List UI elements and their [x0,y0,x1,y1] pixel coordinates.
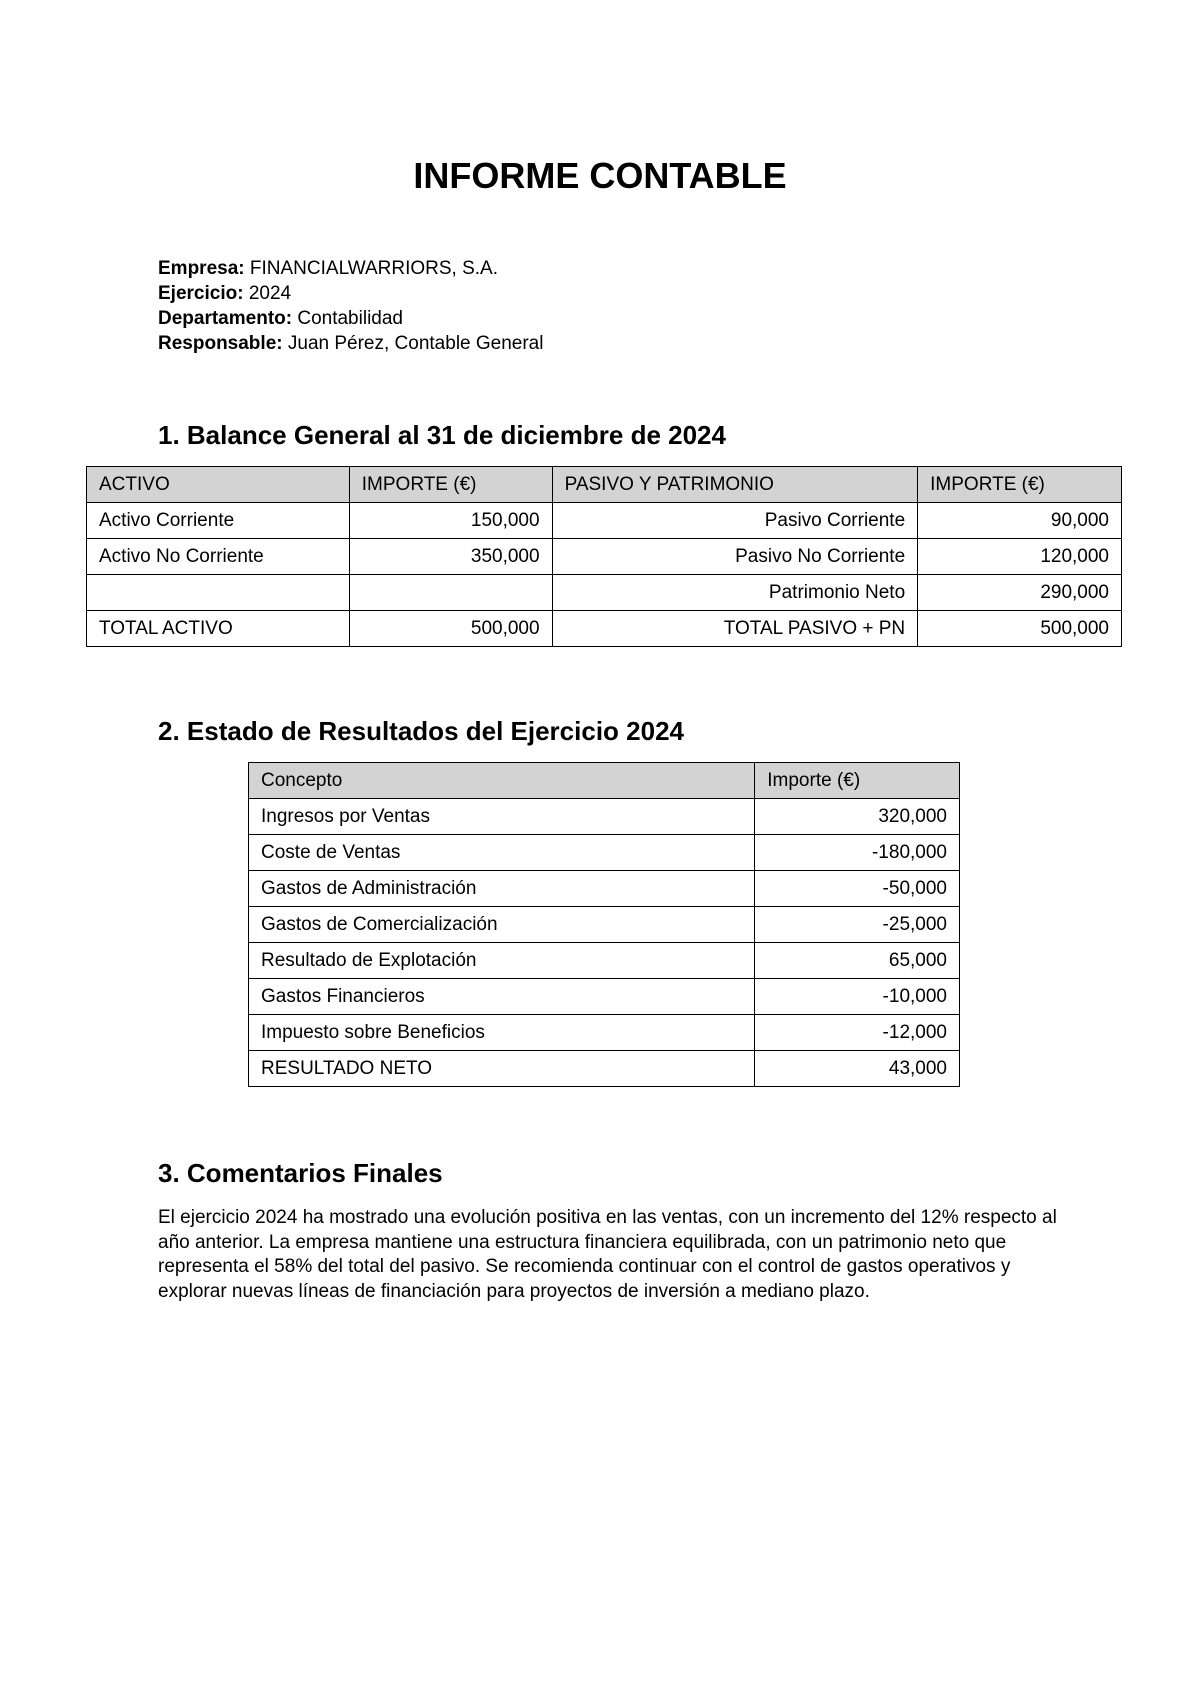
table-cell: Gastos de Administración [249,871,755,907]
column-header: ACTIVO [87,467,350,503]
table-cell: -50,000 [755,871,960,907]
table-header-row [87,467,1122,503]
balance-heading: 1. Balance General al 31 de diciembre de 2024 [158,420,726,450]
table-cell: -25,000 [755,907,960,943]
table-cell: Ingresos por Ventas [249,799,755,835]
table-row [249,871,960,907]
table-header-row [249,763,960,799]
table-cell: TOTAL ACTIVO [87,611,350,647]
balance-sheet-table [86,466,1122,647]
table-row [249,979,960,1015]
table-row [249,907,960,943]
table-row [249,1051,960,1087]
table-cell: 500,000 [349,611,552,647]
table-cell: 320,000 [755,799,960,835]
table-row [249,799,960,835]
table-cell: TOTAL PASIVO + PN [552,611,918,647]
table-cell: 150,000 [349,503,552,539]
table-cell: Gastos de Comercialización [249,907,755,943]
table-cell [87,575,350,611]
meta-value: 2024 [248,283,292,304]
table-cell: 350,000 [349,539,552,575]
table-cell: 290,000 [918,575,1122,611]
table-cell: 120,000 [918,539,1122,575]
meta-label: Ejercicio: [158,283,244,304]
column-header: PASIVO Y PATRIMONIO [552,467,918,503]
table-cell: RESULTADO NETO [249,1051,755,1087]
table-row [87,503,1122,539]
meta-label: Empresa: [158,258,245,279]
table-cell: 500,000 [918,611,1122,647]
table-cell: Patrimonio Neto [552,575,918,611]
table-row [87,611,1122,647]
table-row [87,539,1122,575]
results-heading: 2. Estado de Resultados del Ejercicio 2024 [158,716,684,746]
meta-department [158,306,543,331]
table-row [249,835,960,871]
table-cell: Impuesto sobre Beneficios [249,1015,755,1051]
table-row [249,943,960,979]
document-metadata [158,256,543,356]
table-cell: 90,000 [918,503,1122,539]
comments-paragraph: El ejercicio 2024 ha mostrado una evolución positiva en las ventas, con un incremento del 12% respecto al año anterior. La empresa mantiene una estructura financiera equilibrada, con un patrimonio neto que representa el 58% del total del pasivo. Se recomienda continuar con el control de gastos operativos y explorar nuevas líneas de financiación para proyectos de inversión a mediano plazo. [158,1207,1057,1302]
meta-label: Departamento: [158,308,293,329]
column-header: Importe (€) [755,763,960,799]
table-row [87,575,1122,611]
table-cell: -10,000 [755,979,960,1015]
table-cell: Gastos Financieros [249,979,755,1015]
table-cell: Resultado de Explotación [249,943,755,979]
table-cell: Pasivo No Corriente [552,539,918,575]
meta-value: FINANCIALWARRIORS, S.A. [249,258,498,279]
meta-value: Juan Pérez, Contable General [287,333,544,354]
comments-heading: 3. Comentarios Finales [158,1158,443,1188]
table-cell: Coste de Ventas [249,835,755,871]
meta-label: Responsable: [158,333,283,354]
table-cell: 43,000 [755,1051,960,1087]
table-cell: -180,000 [755,835,960,871]
column-header: IMPORTE (€) [349,467,552,503]
table-cell: Activo No Corriente [87,539,350,575]
document-title: INFORME CONTABLE [413,155,787,196]
table-cell: -12,000 [755,1015,960,1051]
table-cell: 65,000 [755,943,960,979]
income-statement-table [248,762,960,1087]
column-header: IMPORTE (€) [918,467,1122,503]
meta-responsible [158,331,543,356]
table-cell: Activo Corriente [87,503,350,539]
meta-company [158,256,543,281]
meta-fiscal-year [158,281,543,306]
meta-value: Contabilidad [297,308,403,329]
table-cell [349,575,552,611]
table-cell: Pasivo Corriente [552,503,918,539]
table-row [249,1015,960,1051]
column-header: Concepto [249,763,755,799]
